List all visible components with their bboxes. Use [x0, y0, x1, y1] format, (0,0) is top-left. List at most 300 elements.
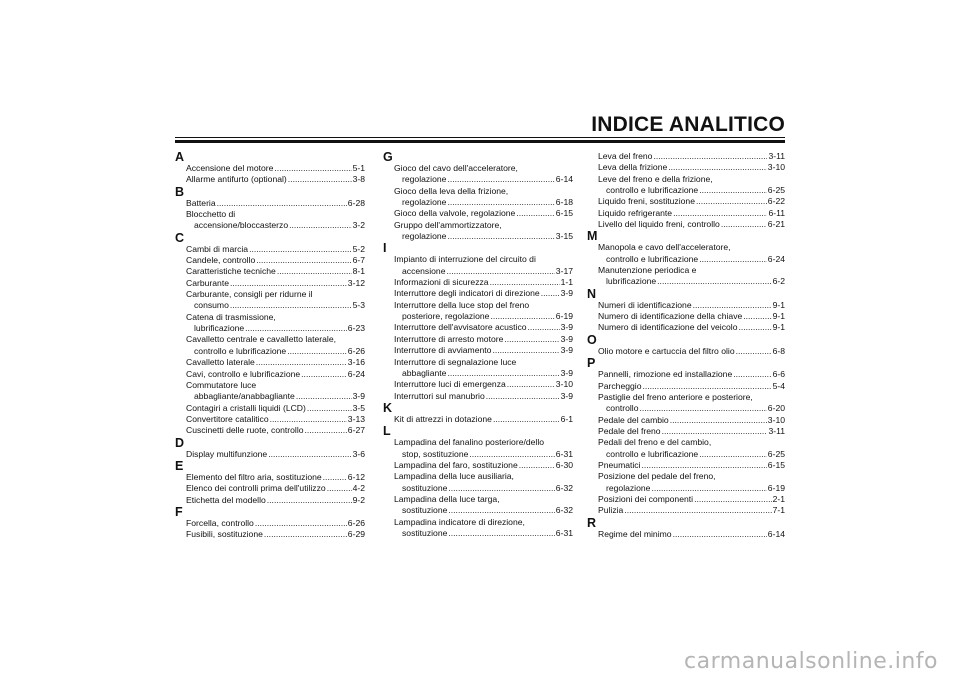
dot-leader [255, 357, 347, 368]
entry-page-ref: 6-24 [767, 253, 785, 264]
entry-page-ref: 6-32 [555, 505, 573, 516]
watermark: carmanualsonline.info [684, 649, 938, 674]
entry-page-ref: 6-2 [772, 276, 785, 287]
entry-page-ref: 3-2 [352, 220, 365, 231]
entry-text: Numero di identificazione della chiave [598, 311, 743, 322]
entry-text: Pannelli, rimozione ed installazione [598, 369, 733, 380]
section-letter: F [175, 504, 183, 519]
dot-leader [229, 300, 352, 311]
entry-text: Pedale del freno [598, 425, 661, 436]
dot-leader [244, 323, 347, 334]
index-entry [175, 255, 365, 266]
dot-leader [489, 277, 560, 288]
entry-text: Accensione del motore [186, 163, 274, 173]
entry-text: Elenco dei controlli prima dell'utilizzo [186, 483, 326, 494]
index-entry [175, 529, 365, 540]
entry-text: Candele, controllo [186, 255, 256, 266]
entry-page-ref: 6-29 [347, 529, 365, 540]
index-entry [587, 392, 785, 415]
dot-leader [638, 403, 766, 414]
title-rule-thin [175, 137, 785, 138]
title-rule-thick [175, 140, 785, 143]
index-entry [175, 380, 365, 403]
entry-page-ref: 3-9 [560, 367, 573, 378]
dot-leader [518, 460, 555, 471]
entry-page-ref: 5-3 [352, 300, 365, 311]
entry-page-ref: 6-32 [555, 482, 573, 493]
index-entry [175, 266, 365, 277]
dot-leader [656, 276, 771, 287]
index-entry [587, 322, 785, 333]
index-entry [383, 437, 573, 460]
index-entry [587, 162, 785, 173]
index-entry [587, 196, 785, 207]
entry-page-ref: 1-1 [560, 277, 573, 288]
index-entry [175, 278, 365, 289]
entry-page-ref: 8-1 [352, 266, 365, 277]
index-entry [175, 357, 365, 368]
entry-text: Olio motore e cartuccia del filtro olio [598, 345, 735, 356]
dot-leader [254, 518, 347, 529]
dot-leader [742, 311, 771, 322]
index-entry [383, 414, 573, 425]
index-column-3 [587, 151, 785, 540]
entry-page-ref: 3-17 [555, 265, 573, 276]
index-entry [175, 312, 365, 335]
dot-leader [288, 220, 351, 231]
entry-text: Informazioni di sicurezza [394, 277, 489, 288]
index-entry [587, 265, 785, 288]
dot-leader [491, 345, 559, 356]
entry-text: Pastiglie del freno anteriore e posteriore, [598, 391, 753, 402]
entry-text: Leva del freno [598, 151, 653, 161]
section-letter: O [587, 332, 597, 347]
index-entry [383, 379, 573, 390]
entry-text: controllo [606, 403, 639, 414]
entry-page-ref: 6-30 [555, 459, 573, 470]
entry-page-ref: 3-9 [352, 391, 365, 402]
entry-page-ref: 6-23 [347, 323, 365, 334]
dot-leader [295, 391, 352, 402]
dot-leader [540, 288, 560, 299]
index-entry [175, 403, 365, 414]
entry-text: accensione [402, 265, 446, 276]
index-entry [587, 426, 785, 437]
entry-page-ref: 3-9 [560, 345, 573, 356]
entry-text: Pedale del cambio [598, 414, 669, 425]
index-column-1 [175, 151, 365, 541]
dot-leader [732, 369, 771, 380]
entry-page-ref: 3-6 [352, 448, 365, 459]
entry-page-ref: 3-9 [560, 333, 573, 344]
entry-page-ref: 6-8 [772, 345, 785, 356]
dot-leader [503, 334, 559, 345]
section-letter: B [175, 184, 185, 199]
index-entry [587, 415, 785, 426]
dot-leader [263, 529, 347, 540]
entry-text: sostituzione [402, 527, 448, 538]
dot-leader [698, 185, 767, 196]
index-entry [587, 471, 785, 494]
entry-text: Interruttori sul manubrio [394, 390, 485, 401]
entry-page-ref: 6-24 [347, 368, 365, 379]
entry-text: Numero di identificazione del veicolo [598, 322, 738, 333]
entry-page-ref: 6-19 [555, 311, 573, 322]
dot-leader [641, 381, 771, 392]
entry-page-ref: 6-14 [555, 174, 573, 185]
entry-page-ref: 3-12 [347, 277, 365, 288]
dot-leader [515, 208, 554, 219]
section-letter: A [175, 150, 185, 164]
index-entry [587, 208, 785, 219]
index-entry [383, 471, 573, 494]
entry-text: Posizione del pedale del freno, [598, 471, 716, 482]
entry-text: Etichetta del modello [186, 494, 266, 505]
entry-page-ref: 3-15 [555, 231, 573, 242]
dot-leader [661, 426, 768, 437]
section-letter: E [175, 458, 184, 473]
dot-leader [300, 369, 347, 380]
entry-text: Contagiri a cristalli liquidi (LCD) [186, 402, 306, 413]
entry-page-ref: 6-21 [767, 219, 785, 230]
entry-text: Interruttore luci di emergenza [394, 379, 506, 390]
dot-leader [506, 379, 555, 390]
entry-text: lubrificazione [606, 276, 657, 287]
index-entry [175, 369, 365, 380]
index-entry [175, 518, 365, 529]
entry-text: regolazione [606, 482, 651, 493]
dot-leader [489, 311, 554, 322]
entry-page-ref: 6-25 [767, 448, 785, 459]
index-entry [587, 529, 785, 540]
dot-leader [229, 278, 347, 289]
entry-page-ref: 3-10 [555, 379, 573, 390]
entry-page-ref: 6-31 [555, 527, 573, 538]
dot-leader [667, 162, 767, 173]
entry-text: Elemento del filtro aria, sostituzione [186, 471, 322, 482]
entry-text: stop, sostituzione [402, 448, 469, 459]
dot-leader [669, 415, 767, 426]
entry-text: sostituzione [402, 505, 448, 516]
entry-text: regolazione [402, 231, 447, 242]
entry-text: Carburante, consigli per ridurne il [186, 289, 313, 300]
dot-leader [650, 483, 766, 494]
dot-leader [286, 346, 347, 357]
entry-text: Blocchetto di [186, 209, 236, 220]
index-entry [383, 277, 573, 288]
index-entry [383, 334, 573, 345]
entry-page-ref: 3-13 [347, 413, 365, 424]
entry-text: regolazione [402, 174, 447, 185]
dot-leader [306, 403, 352, 414]
index-entry [175, 209, 365, 232]
dot-leader [652, 151, 767, 162]
entry-page-ref: 3-11 [768, 425, 785, 436]
entry-page-ref: 6-20 [767, 403, 785, 414]
dot-leader [447, 528, 554, 539]
entry-text: Lampadina del faro, sostituzione [394, 459, 518, 470]
entry-text: Interruttore della luce stop del freno [394, 299, 530, 310]
index-entry [587, 494, 785, 505]
index-entry [587, 369, 785, 380]
entry-page-ref: 6-6 [772, 369, 785, 380]
section-letter: G [383, 150, 393, 164]
entry-page-ref: 6-15 [767, 459, 785, 470]
index-entry [383, 517, 573, 540]
entry-text: Allarme antifurto (optional) [186, 174, 287, 185]
dot-leader [735, 346, 772, 357]
entry-text: Livello del liquido freni, controllo [598, 219, 720, 230]
index-entry [383, 288, 573, 299]
index-entry [383, 208, 573, 219]
dot-leader [266, 495, 352, 506]
section-letter: P [587, 356, 596, 371]
index-entry [587, 346, 785, 357]
dot-leader [672, 529, 767, 540]
section-letter: K [383, 400, 393, 415]
dot-leader [216, 198, 347, 209]
entry-text: Cavalletto laterale [186, 357, 255, 368]
index-entry [175, 495, 365, 506]
entry-text: Interruttore dell'avvisatore acustico [394, 322, 527, 333]
index-entry [383, 322, 573, 333]
entry-text: posteriore, regolazione [402, 311, 490, 322]
entry-page-ref: 3-8 [352, 174, 365, 185]
entry-text: Regime del minimo [598, 528, 672, 539]
index-entry [175, 244, 365, 255]
entry-text: Numeri di identificazione [598, 299, 692, 310]
entry-text: Cuscinetti delle ruote, controllo [186, 425, 304, 436]
entry-page-ref: 3-11 [768, 151, 785, 161]
dot-leader [492, 414, 560, 425]
entry-page-ref: 6-28 [347, 197, 365, 208]
index-entry [587, 300, 785, 311]
index-entry [587, 151, 785, 162]
dot-leader [322, 472, 347, 483]
entry-text: Liquido freni, sostituzione [598, 196, 695, 207]
index-entry [175, 449, 365, 460]
entry-page-ref: 2-1 [772, 493, 785, 504]
entry-text: Lampadina della luce targa, [394, 493, 500, 504]
entry-page-ref: 3-9 [560, 288, 573, 299]
entry-page-ref: 6-12 [347, 471, 365, 482]
index-entry [383, 460, 573, 471]
entry-text: Carburante [186, 277, 229, 288]
entry-text: abbagliante [402, 367, 447, 378]
entry-text: Lampadina del fanalino posteriore/dello [394, 437, 545, 448]
index-entry [587, 505, 785, 516]
dot-leader [527, 322, 560, 333]
dot-leader [447, 505, 554, 516]
dot-leader [720, 219, 767, 230]
section-letter: R [587, 515, 597, 530]
entry-page-ref: 3-5 [352, 402, 365, 413]
dot-leader [672, 208, 767, 219]
entry-text: abbagliante/anabbagliante [194, 391, 295, 402]
page-title: INDICE ANALITICO [591, 113, 785, 136]
dot-leader [446, 368, 559, 379]
dot-leader [446, 231, 554, 242]
dot-leader [695, 196, 767, 207]
index-entry [175, 425, 365, 436]
dot-leader [248, 244, 351, 255]
dot-leader [641, 460, 767, 471]
dot-leader [445, 266, 554, 277]
entry-text: Interruttore degli indicatori di direzione [394, 288, 540, 299]
section-letter: N [587, 286, 597, 301]
section-letter: L [383, 424, 391, 439]
entry-page-ref: 6-26 [347, 345, 365, 356]
entry-page-ref: 3-10 [767, 414, 785, 425]
entry-page-ref: 6-18 [555, 197, 573, 208]
entry-text: Interruttore di arresto motore [394, 333, 504, 344]
entry-text: Display multifunzione [186, 448, 268, 459]
section-letter: C [175, 230, 185, 245]
entry-page-ref: 5-2 [352, 243, 365, 254]
entry-text: consumo [194, 300, 229, 311]
dot-leader [698, 449, 767, 460]
entry-page-ref: 6-1 [560, 413, 573, 424]
index-entry [175, 163, 365, 174]
dot-leader [304, 425, 347, 436]
entry-text: Pneumatici [598, 459, 641, 470]
entry-text: Gioco della valvole, regolazione [394, 208, 516, 219]
entry-page-ref: 6-27 [347, 425, 365, 436]
entry-page-ref: 6-26 [347, 517, 365, 528]
entry-text: regolazione [402, 197, 447, 208]
entry-text: Liquido refrigerante [598, 207, 673, 218]
entry-text: Lampadina indicatore di direzione, [394, 516, 525, 527]
entry-page-ref: 9-1 [772, 311, 785, 322]
dot-leader [693, 494, 772, 505]
index-entry [383, 345, 573, 356]
entry-text: Gruppo dell'ammortizzatore, [394, 219, 502, 230]
entry-text: Interruttore di avviamento [394, 345, 492, 356]
index-entry [175, 483, 365, 494]
entry-page-ref: 3-9 [560, 322, 573, 333]
index-entry [383, 391, 573, 402]
entry-text: Lampadina della luce ausiliaria, [394, 471, 514, 482]
entry-text: Gioco della leva della frizione, [394, 185, 509, 196]
index-entry [383, 300, 573, 323]
dot-leader [692, 300, 772, 311]
section-letter: M [587, 229, 598, 244]
entry-text: Convertitore catalitico [186, 413, 269, 424]
index-entry [383, 494, 573, 517]
index-entry [175, 414, 365, 425]
entry-text: Cambi di marcia [186, 243, 249, 254]
index-entry [175, 334, 365, 357]
entry-text: Fusibili, sostituzione [186, 529, 263, 540]
entry-page-ref: 5-4 [772, 380, 785, 391]
index-entry [175, 198, 365, 209]
entry-page-ref: 6-15 [555, 208, 573, 219]
dot-leader [447, 483, 554, 494]
entry-page-ref: 6-7 [352, 255, 365, 266]
dot-leader [485, 391, 560, 402]
index-entry [587, 311, 785, 322]
entry-text: sostituzione [402, 482, 448, 493]
entry-page-ref: 9-2 [352, 494, 365, 505]
entry-page-ref: 7-1 [772, 505, 785, 516]
index-entry [383, 220, 573, 243]
entry-page-ref: 9-1 [772, 322, 785, 333]
entry-text: Catena di trasmissione, [186, 311, 276, 322]
index-entry [383, 254, 573, 277]
dot-leader [287, 174, 352, 185]
index-entry [383, 163, 573, 186]
entry-text: Batteria [186, 197, 216, 208]
index-column-2 [383, 151, 573, 539]
entry-page-ref: 6-22 [767, 196, 785, 207]
dot-leader [267, 449, 351, 460]
dot-leader [326, 483, 352, 494]
entry-text: Manopola e cavo dell'acceleratore, [598, 242, 731, 253]
entry-page-ref: 3-10 [767, 162, 785, 173]
index-entry [383, 186, 573, 209]
index-entry [175, 289, 365, 312]
index-entry [383, 357, 573, 380]
entry-page-ref: 3-16 [347, 357, 365, 368]
entry-page-ref: 9-1 [772, 299, 785, 310]
dot-leader [273, 163, 351, 174]
index-entry [587, 242, 785, 265]
entry-text: accensione/bloccasterzo [194, 220, 289, 231]
entry-text: Commutatore luce [186, 379, 257, 390]
entry-page-ref: 6-14 [767, 528, 785, 539]
entry-page-ref: 3-9 [560, 390, 573, 401]
dot-leader [276, 266, 352, 277]
entry-text: controllo e lubrificazione [194, 345, 287, 356]
entry-text: Interruttore di segnalazione luce [394, 356, 517, 367]
entry-text: Kit di attrezzi in dotazione [394, 413, 492, 424]
entry-text: Manutenzione periodica e [598, 265, 697, 276]
index-entry [587, 219, 785, 230]
entry-text: Posizioni dei componenti [598, 493, 694, 504]
dot-leader [698, 254, 767, 265]
dot-leader [738, 322, 772, 333]
entry-text: Cavi, controllo e lubrificazione [186, 368, 301, 379]
index-entry [175, 174, 365, 185]
entry-text: Leva della frizione [598, 162, 668, 173]
dot-leader [446, 174, 554, 185]
entry-page-ref: 6-25 [767, 185, 785, 196]
entry-page-ref: 6-19 [767, 482, 785, 493]
entry-text: lubrificazione [194, 323, 245, 334]
dot-leader [269, 414, 347, 425]
entry-text: controllo e lubrificazione [606, 185, 699, 196]
entry-text: Leve del freno e della frizione, [598, 173, 713, 184]
index-entry [587, 174, 785, 197]
index-entry [587, 460, 785, 471]
entry-text: Caratteristiche tecniche [186, 266, 276, 277]
dot-leader [468, 449, 554, 460]
entry-text: Impianto di interruzione del circuito di [394, 254, 536, 265]
entry-text: Pulizia [598, 505, 624, 516]
dot-leader [623, 505, 771, 516]
entry-page-ref: 6-11 [768, 207, 785, 218]
entry-page-ref: 6-31 [555, 448, 573, 459]
entry-text: Parcheggio [598, 380, 642, 391]
entry-text: Cavalletto centrale e cavalletto laterale, [186, 334, 336, 345]
dot-leader [255, 255, 351, 266]
entry-text: controllo e lubrificazione [606, 253, 699, 264]
entry-text: controllo e lubrificazione [606, 448, 699, 459]
entry-text: Pedali del freno e del cambio, [598, 437, 712, 448]
index-entry [587, 437, 785, 460]
dot-leader [446, 197, 554, 208]
entry-page-ref: 5-1 [352, 163, 365, 173]
